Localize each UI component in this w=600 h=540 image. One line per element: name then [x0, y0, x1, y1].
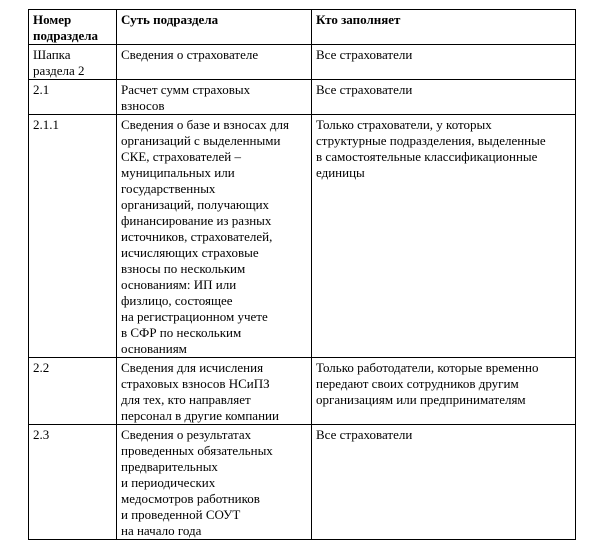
header-who: Кто заполняет [312, 10, 576, 45]
subsection-table [28, 9, 576, 540]
cell-number: 2.3 [29, 425, 117, 540]
cell-who: Все страхователи [312, 80, 576, 115]
table-row [29, 425, 576, 540]
cell-essence: Сведения о результатах проведенных обязательных предварительных и периодических медосмотров работников и проведенной СОУТ на начало года [117, 425, 312, 540]
cell-who: Только страхователи, у которых структурные подразделения, выделенные в самостоятельные классификационные единицы [312, 115, 576, 358]
cell-who: Только работодатели, которые временно передают своих сотрудников другим организациям или предпринимателям [312, 358, 576, 425]
cell-essence: Расчет сумм страховых взносов [117, 80, 312, 115]
cell-essence: Сведения о страхователе [117, 45, 312, 80]
table-row [29, 45, 576, 80]
table-row [29, 115, 576, 358]
cell-number: Шапка раздела 2 [29, 45, 117, 80]
cell-essence: Сведения о базе и взносах для организаций с выделенными СКЕ, страхователей – муниципальных или государственных организаций, получающих финансирование из разных источников, страхователей, исчисляющих страховые взносы по нескольким основаниям: ИП или физлицо, состоящее на регистрационном учете в СФР по нескольким основаниям [117, 115, 312, 358]
table-header-row [29, 10, 576, 45]
header-essence: Суть подраздела [117, 10, 312, 45]
cell-number: 2.1 [29, 80, 117, 115]
cell-essence: Сведения для исчисления страховых взносов НСиПЗ для тех, кто направляет персонал в другие компании [117, 358, 312, 425]
cell-number: 2.2 [29, 358, 117, 425]
cell-number: 2.1.1 [29, 115, 117, 358]
table-row [29, 358, 576, 425]
cell-who: Все страхователи [312, 425, 576, 540]
cell-who: Все страхователи [312, 45, 576, 80]
header-number: Номер подраздела [29, 10, 117, 45]
table-row [29, 80, 576, 115]
